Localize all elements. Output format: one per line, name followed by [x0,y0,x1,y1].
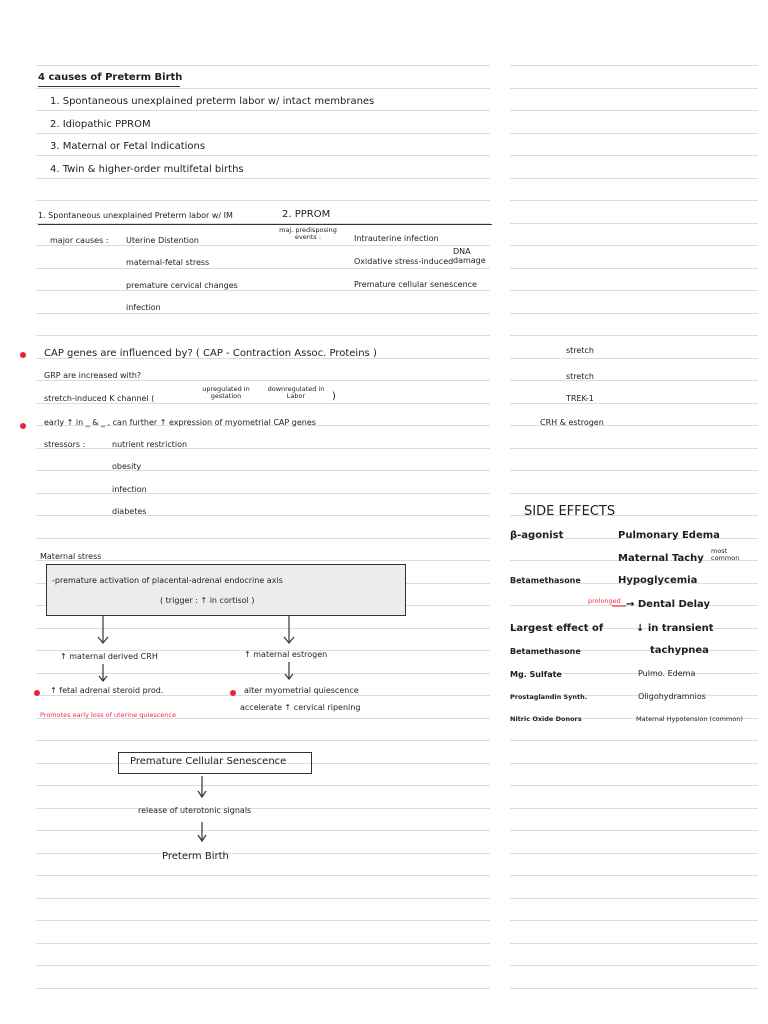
stress-box-line2: ( trigger : ↑ in cortisol ) [160,596,255,605]
stress-box-line1: -premature activation of placental-adrenal endocrine axis [52,576,283,585]
left-result: ↑ fetal adrenal steroid prod. [50,686,164,695]
col1-header: 1. Spontaneous unexplained Preterm labor w/ IM [38,211,233,220]
left-node: ↑ maternal derived CRH [60,652,158,661]
cause-item: 4. Twin & higher-order multifetal births [50,164,244,175]
col1-item: premature cervical changes [126,281,238,290]
bullet-dot [230,690,236,696]
drug-name: Mg. Sulfate [510,670,562,679]
dna-damage-note: DNA damage [453,247,486,265]
stressor-item: obesity [112,462,142,471]
right-result: accelerate ↑ cervical ripening [240,703,361,712]
drug-name: Largest effect of [510,623,604,634]
answer: stretch [566,346,594,355]
col2-item: Intrauterine infection [354,234,439,243]
drug-name: Prostaglandin Synth. [510,693,588,701]
drug-effect: Oligohydramnios [638,692,706,701]
stress-title: Maternal stress [40,552,102,561]
col2-item: Oxidative stress-induced [354,257,454,266]
stressor-item: infection [112,485,147,494]
cause-item: 3. Maternal or Fetal Indications [50,141,206,152]
drug-name: β-agonist [510,530,564,541]
cause-item: 2. Idiopathic PPROM [50,119,151,130]
right-node: ↑ maternal estrogen [244,650,328,659]
col1-item: Uterine Distention [126,236,199,245]
drug-name: Betamethasone [510,576,581,585]
drug-effect: Hypoglycemia [618,575,698,586]
drug-effect: Pulmo. Edema [638,669,696,678]
col2-header: 2. PPROM [282,209,331,220]
side-effects-title: SIDE EFFECTS [524,504,616,519]
col1-item: infection [126,303,161,312]
drug-effect: → Dental Delay [626,599,710,610]
question-grp: GRP are increased with? [44,371,142,380]
drug-effect: Maternal Tachy [618,553,704,564]
drug-effect: tachypnea [650,645,709,656]
flow-step: Preterm Birth [162,851,229,862]
upregulated-note: upregulated in gestation [202,385,250,400]
red-note: Promotes early loss of uterine quiescence [40,711,176,719]
stressors-label: stressors : [44,440,86,449]
effect-note-red: prolonged [588,597,621,605]
stressor-item: diabetes [112,507,147,516]
question-cap-genes: CAP genes are influenced by? ( CAP - Contraction Assoc. Proteins ) [44,348,377,359]
drug-name: Betamethasone [510,647,581,656]
cause-item: 1. Spontaneous unexplained preterm labor w/ intact membranes [50,96,375,107]
bullet-dot [34,690,40,696]
causes-title: 4 causes of Preterm Birth [38,72,183,83]
stressor-item: nutrient restriction [112,440,188,449]
question-early-increase: early ↑ in _ & _ , can further ↑ expression of myometrial CAP genes [44,418,316,427]
col2-item: Premature cellular senescence [354,280,477,289]
answer: TREK-1 [566,394,594,403]
drug-effect: Maternal Hypotension (common) [636,715,743,723]
right-result: alter myometrial quiescence [244,686,359,695]
col1-label: major causes : [50,236,109,245]
senescence-box-label: Premature Cellular Senescence [130,756,287,767]
col1-item: maternal-fetal stress [126,258,210,267]
flow-step: release of uterotonic signals [138,806,252,815]
drug-name: Nitric Oxide Donors [510,715,582,723]
drug-effect: Pulmonary Edema [618,530,720,541]
answer: stretch [566,372,594,381]
answer: CRH & estrogen [540,418,604,427]
col2-label: maj. predisposing events : [279,226,337,241]
effect-note: most common [711,547,740,562]
close-paren: ) [332,391,336,402]
question-k-channel: stretch-induced K channel ( [44,394,155,403]
drug-effect: ↓ in transient [636,623,714,634]
downregulated-note: downregulated in Labor [267,385,325,400]
